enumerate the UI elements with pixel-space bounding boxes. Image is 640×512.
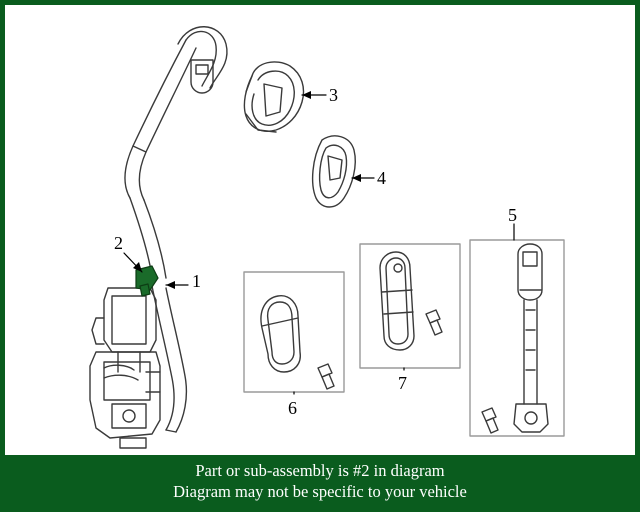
part-7-panel <box>360 244 460 368</box>
footer-banner <box>5 455 635 507</box>
leader-arrowheads <box>133 91 361 289</box>
part-6-panel <box>244 272 344 392</box>
footer-line-1: Part or sub-assembly is #2 in diagram <box>195 460 445 480</box>
callout-4: 4 <box>377 168 386 188</box>
retractor-assembly <box>90 288 160 448</box>
callout-5: 5 <box>508 205 517 225</box>
part-5-panel <box>470 240 564 436</box>
part-3-shoulder-anchor <box>244 62 303 132</box>
callout-3: 3 <box>329 85 338 105</box>
callout-7: 7 <box>398 373 407 393</box>
callout-1: 1 <box>192 271 201 291</box>
part-4-guide-loop <box>313 136 356 207</box>
callout-2: 2 <box>114 233 123 253</box>
footer-line-2: Diagram may not be specific to your vehicle <box>173 482 467 501</box>
callout-6: 6 <box>288 398 297 418</box>
